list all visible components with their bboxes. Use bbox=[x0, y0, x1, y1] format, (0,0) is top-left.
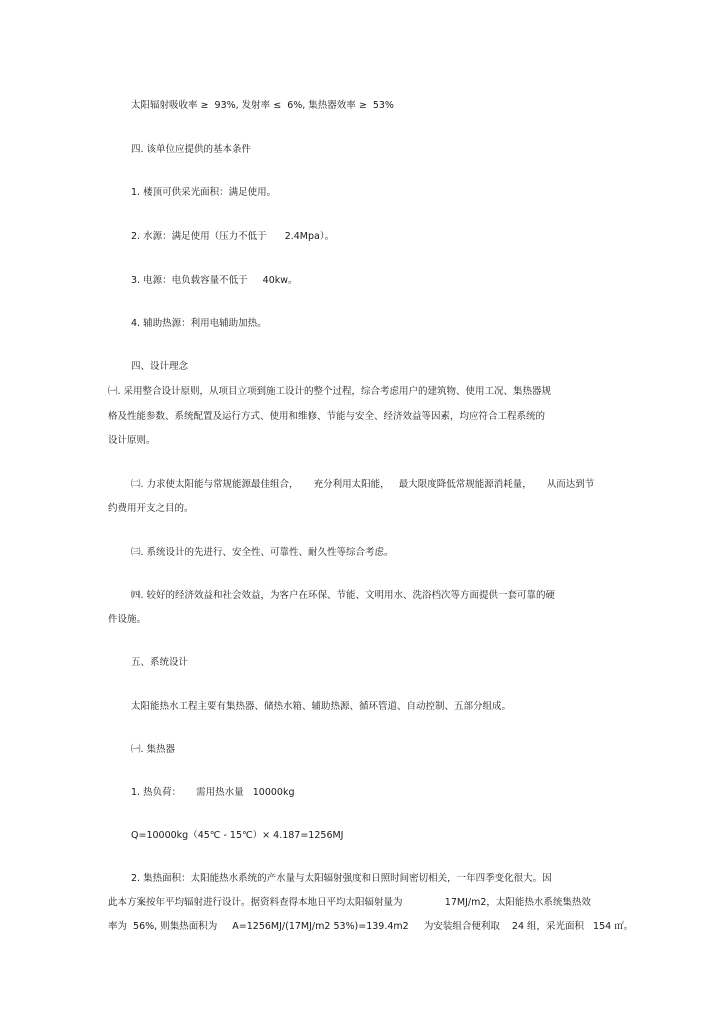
list-item: 1. 热负荷： 需用热水量 10000kg bbox=[131, 787, 295, 798]
section-heading: 五、系统设计 bbox=[131, 657, 189, 668]
spec-line: 太阳辐射吸收率 ≥ 93%, 发射率 ≤ 6%, 集热器效率 ≥ 53% bbox=[131, 100, 394, 111]
section-heading: 四、设计理念 bbox=[131, 361, 189, 372]
paragraph-line: 设计原则。 bbox=[108, 435, 156, 446]
paragraph-line: 2. 集热面积：太阳能热水系统的产水量与太阳辐射强度和日照时间密切相关，一年四季变化很大。因 bbox=[131, 873, 552, 884]
list-item: 2. 水源：满足使用（压力不低于 2.4Mpa）。 bbox=[131, 231, 335, 242]
paragraph-line: 此本方案按年平均辐射进行设计。据资料查得本地日平均太阳辐射量为 17MJ/m2，太阳能热水系统集热效 bbox=[108, 897, 591, 908]
list-item: 3. 电源：电负载容量不低于 40kw。 bbox=[131, 275, 298, 286]
paragraph-line: ㈣. 较好的经济效益和社会效益，为客户在环保、节能、文明用水、洗浴档次等方面提供一套可靠的硬 bbox=[131, 590, 556, 601]
formula-line: Q=10000kg（45℃ - 15℃）× 4.187=1256MJ bbox=[131, 830, 344, 841]
list-item: 1. 楼顶可供采光面积：满足使用。 bbox=[131, 187, 277, 198]
paragraph-line: 件设施。 bbox=[108, 614, 147, 625]
paragraph-line: 约费用开支之目的。 bbox=[108, 503, 194, 514]
paragraph-line: 格及性能参数、系统配置及运行方式、使用和维修、节能与安全、经济效益等因素，均应符合工程系统的 bbox=[108, 411, 546, 422]
list-item: 4. 辅助热源：利用电辅助加热。 bbox=[131, 318, 267, 329]
paragraph-line: ㈠. 采用整合设计原则，从项目立项到施工设计的整个过程，综合考虑用户的建筑物、使用工况、集热器规 bbox=[108, 386, 552, 397]
paragraph-line: ㈡. 力求使太阳能与常规能源最佳组合， 充分利用太阳能， 最大限度降低常规能源消耗量， 从而达到节 bbox=[131, 479, 595, 490]
paragraph-line: ㈢. 系统设计的先进行、安全性、可靠性、耐久性等综合考虑。 bbox=[131, 547, 394, 558]
subsection-heading: ㈠. 集热器 bbox=[131, 744, 176, 755]
paragraph-line: 率为 56%, 则集热面积为 A=1256MJ/(17MJ/m2 53%)=139.4m2 为安装组合便利取 24 组，采光面积 154 ㎡。 bbox=[108, 921, 634, 932]
paragraph-line: 太阳能热水工程主要有集热器、储热水箱、辅助热源、循环管道、自动控制、五部分组成。 bbox=[131, 701, 512, 712]
section-heading: 四. 该单位应提供的基本条件 bbox=[131, 144, 252, 155]
